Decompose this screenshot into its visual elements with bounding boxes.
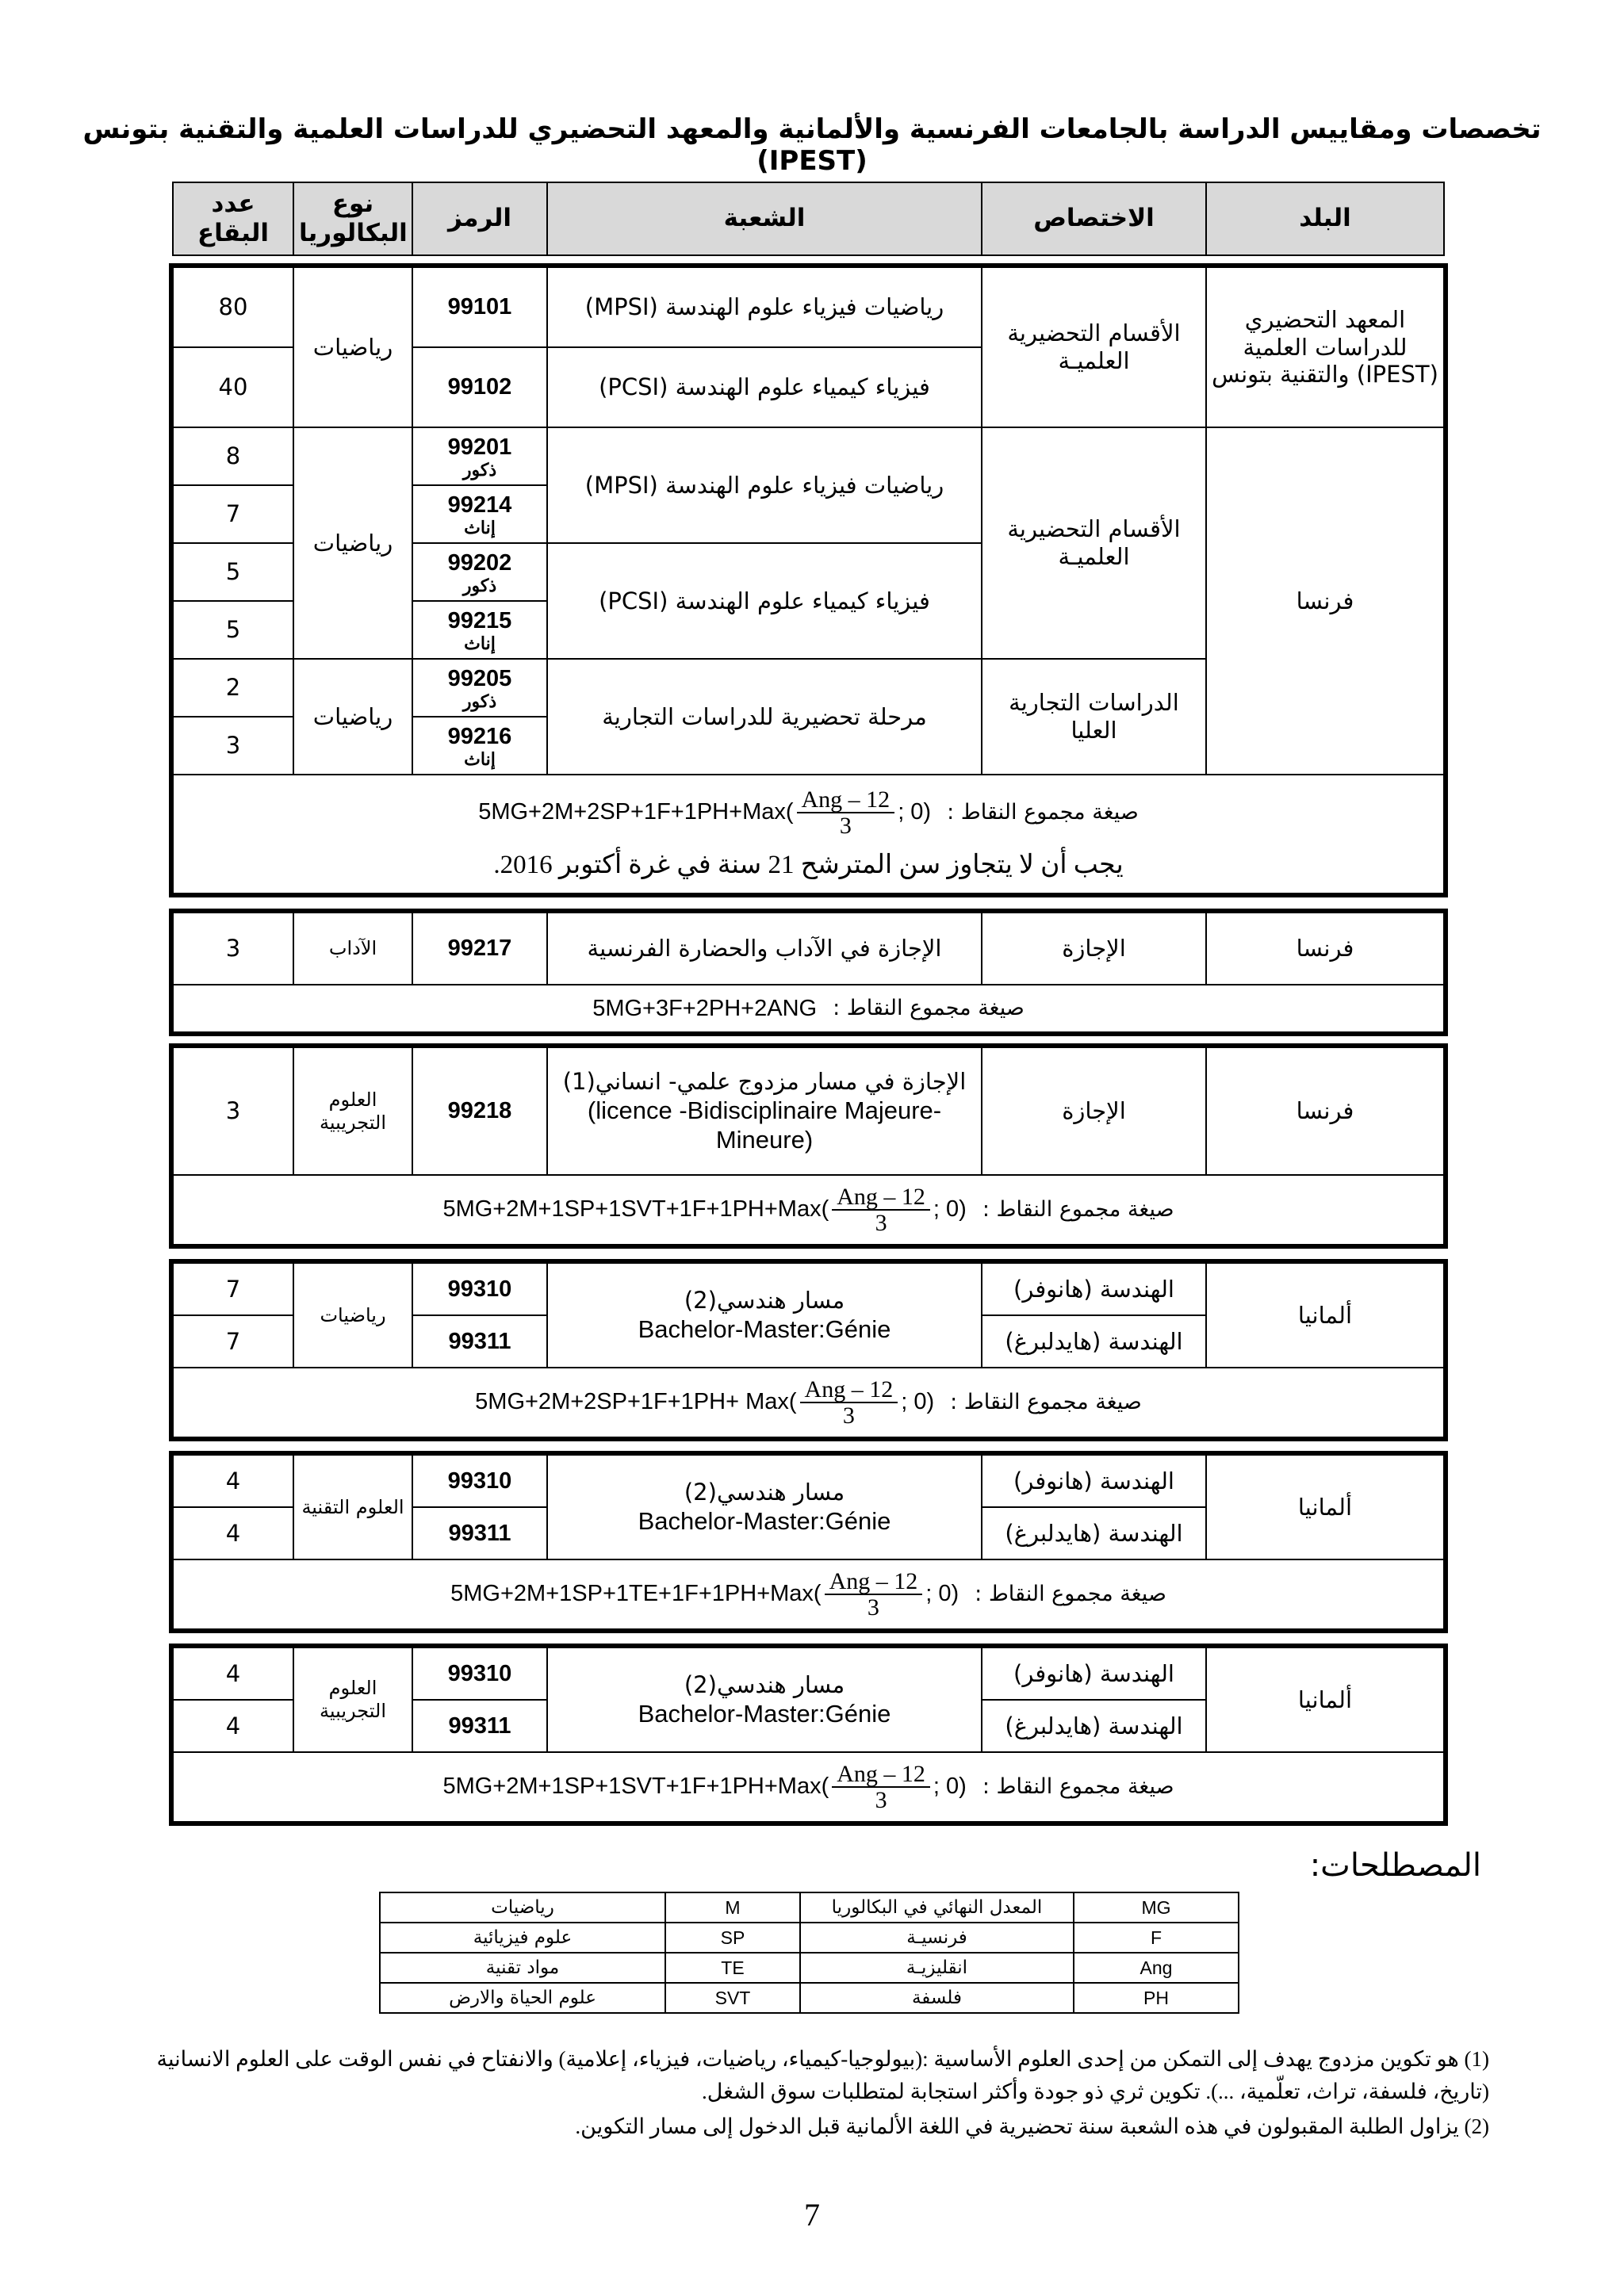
gender-label: ذكور [462, 691, 497, 711]
bac-cell: رياضيات [293, 267, 412, 427]
glossary-row [380, 1923, 1239, 1953]
formula-label: صيغة مجموع النقاط : [975, 1581, 1166, 1606]
formula-cell [173, 1175, 1444, 1245]
seats-cell: 3 [173, 913, 293, 985]
header-country: البلد [1206, 182, 1444, 255]
glossary-meaning: فلسفة [800, 1983, 1074, 2013]
formula-expression: 5MG+2M+2SP+1F+1PH+Max( $\frac{\text{Ang – 12}}{3}$ ; 0) [478, 786, 932, 840]
specialty-cell: الأقسام التحضيرية العلميـة [982, 267, 1206, 427]
glossary-abbr: MG [1074, 1892, 1239, 1923]
branch-arabic: مسار هندسي(2) [684, 1479, 845, 1506]
score-formula [178, 1377, 1438, 1429]
branch-arabic: مسار هندسي(2) [684, 1671, 845, 1698]
footnotes [111, 2043, 1489, 2146]
glossary-meaning: فرنسيـة [800, 1923, 1074, 1953]
table-block-germany-math [172, 1262, 1445, 1438]
code-value: 99202 [447, 550, 512, 576]
country-cell: ألمانيا [1206, 1455, 1444, 1559]
seats-cell: 8 [173, 427, 293, 485]
specialty-cell: الهندسة (هايدلبرغ) [982, 1507, 1206, 1559]
table-row [173, 1455, 1444, 1507]
code-cell: 99217 [412, 913, 547, 985]
code-cell: 99311 [412, 1700, 547, 1752]
glossary-meaning: مواد تقنية [380, 1953, 665, 1983]
glossary-abbr: Ang [1074, 1953, 1239, 1983]
formula-row [173, 1368, 1444, 1437]
glossary-meaning: المعدل النهائي في البكالوريا [800, 1892, 1074, 1923]
header-seats: عدد البقاع [173, 182, 293, 255]
table-header [172, 182, 1445, 256]
seats-cell: 2 [173, 659, 293, 717]
country-cell: فرنسا [1206, 913, 1444, 985]
glossary-abbr: SVT [665, 1983, 800, 2013]
branch-cell [547, 1455, 982, 1559]
footnote-1: (1) هو تكوين مزدوج يهدف إلى التمكن من إحدى العلوم الأساسية :(بيولوجيا-كيمياء، رياضيات، فيزياء، إعلامية) والانفتاح في نفس الوقت على العلوم الانسانية (تاريخ، فلسفة، تراث، تعلّمية، ...). تكوين ثري ذو جودة وأكثر استجابة لمتطلبات سوق الشغل. [156, 2047, 1489, 2103]
bac-cell: الآداب [293, 913, 412, 985]
specialty-cell: الهندسة (هايدلبرغ) [982, 1315, 1206, 1368]
formula-row [173, 1752, 1444, 1822]
code-value: 99205 [447, 666, 512, 692]
code-value: 99216 [447, 724, 512, 750]
gender-label: ذكور [462, 575, 497, 595]
branch-french: Bachelor-Master:Génie [638, 1506, 891, 1535]
formula-expression: 5MG+2M+1SP+1SVT+1F+1PH+Max( $\frac{\text{Ang – 12}}{3}$ ; 0) [442, 1183, 967, 1236]
seats-cell: 80 [173, 267, 293, 347]
code-cell [412, 659, 547, 717]
branch-arabic: الإجازة في مسار مزدوج علمي- انساني(1) [562, 1067, 967, 1095]
table-row [173, 1047, 1444, 1175]
seats-cell: 40 [173, 347, 293, 427]
code-cell: 99218 [412, 1047, 547, 1175]
glossary-meaning: انقليزيـة [800, 1953, 1074, 1983]
branch-cell [547, 1047, 982, 1175]
formula-label: صيغة مجموع النقاط : [982, 1774, 1174, 1799]
seats-cell: 7 [173, 1315, 293, 1368]
glossary-meaning: علوم فيزيائية [380, 1923, 665, 1953]
branch-cell [547, 1263, 982, 1368]
formula-row [173, 1559, 1444, 1629]
code-cell: 99310 [412, 1647, 547, 1700]
table-row [173, 913, 1444, 985]
fraction: $\frac{\text{Ang – 12}}{3}$ [825, 1569, 923, 1621]
glossary-row [380, 1892, 1239, 1923]
glossary-table [379, 1892, 1239, 2014]
glossary-abbr: PH [1074, 1983, 1239, 2013]
score-formula [178, 995, 1438, 1023]
code-cell: 99310 [412, 1263, 547, 1315]
country-cell: ألمانيا [1206, 1263, 1444, 1368]
table-block-france-bidisciplinary [172, 1047, 1445, 1246]
fraction: $\frac{\text{Ang – 12}}{3}$ [800, 1377, 898, 1429]
specialty-cell: الإجازة [982, 1047, 1206, 1175]
seats-cell: 4 [173, 1455, 293, 1507]
formula-expression: 5MG+2M+2SP+1F+1PH+ Max( $\frac{\text{Ang – 12}}{3}$ ; 0) [475, 1376, 935, 1429]
country-cell: فرنسا [1206, 427, 1444, 775]
specialty-cell: الهندسة (هانوفر) [982, 1647, 1206, 1700]
bac-cell: العلوم التقنية [293, 1455, 412, 1559]
code-cell [412, 543, 547, 601]
code-cell: 99311 [412, 1507, 547, 1559]
glossary-abbr: SP [665, 1923, 800, 1953]
country-cell: المعهد التحضيري للدراسات العلمية والتقنية بتونس (IPEST) [1206, 267, 1444, 427]
page-title: تخصصات ومقاييس الدراسة بالجامعات الفرنسية والألمانية والمعهد التحضيري للدراسات العلمية والتقنية بتونس (IPEST) [82, 113, 1542, 177]
table-block-ipest-france [172, 266, 1445, 894]
branch-cell: رياضيات فيزياء علوم الهندسة (MPSI) [547, 267, 982, 347]
formula-expression: 5MG+3F+2PH+2ANG [592, 995, 818, 1021]
branch-french: Bachelor-Master:Génie [638, 1314, 891, 1343]
code-cell: 99102 [412, 347, 547, 427]
gender-label: إناث [464, 517, 496, 538]
score-formula [178, 1762, 1438, 1813]
branch-cell: فيزياء كيمياء علوم الهندسة (PCSI) [547, 543, 982, 659]
country-cell: فرنسا [1206, 1047, 1444, 1175]
table-row [173, 267, 1444, 347]
glossary-abbr: M [665, 1892, 800, 1923]
glossary-row [380, 1983, 1239, 2013]
formula-cell [173, 1559, 1444, 1629]
code-cell [412, 601, 547, 659]
specialty-cell: الهندسة (هايدلبرغ) [982, 1700, 1206, 1752]
specialty-cell: الهندسة (هانوفر) [982, 1263, 1206, 1315]
fraction: $\frac{\text{Ang – 12}}{3}$ [832, 1184, 930, 1236]
specialty-cell: الإجازة [982, 913, 1206, 985]
table-row [173, 427, 1444, 485]
seats-cell: 5 [173, 601, 293, 659]
seats-cell: 4 [173, 1647, 293, 1700]
formula-cell [173, 1752, 1444, 1822]
score-formula [178, 1184, 1438, 1236]
header-branch: الشعبة [547, 182, 982, 255]
table-block-germany-experimental [172, 1647, 1445, 1823]
gender-label: إناث [464, 748, 496, 769]
seats-cell: 3 [173, 717, 293, 775]
glossary-abbr: F [1074, 1923, 1239, 1953]
bac-cell: رياضيات [293, 659, 412, 775]
glossary-row [380, 1953, 1239, 1983]
formula-label: صيغة مجموع النقاط : [947, 800, 1139, 825]
header-code: الرمز [412, 182, 547, 255]
page-number: 7 [804, 2197, 820, 2233]
country-cell: ألمانيا [1206, 1647, 1444, 1752]
table-row [173, 1263, 1444, 1315]
seats-cell: 7 [173, 485, 293, 543]
header-specialty: الاختصاص [982, 182, 1206, 255]
age-note: يجب أن لا يتجاوز سن المترشح 21 سنة في غرة أكتوبر 2016. [493, 850, 1124, 879]
bac-cell: رياضيات [293, 427, 412, 659]
code-cell: 99310 [412, 1455, 547, 1507]
score-formula [178, 1569, 1438, 1621]
seats-cell: 7 [173, 1263, 293, 1315]
branch-cell [547, 1647, 982, 1752]
code-cell [412, 427, 547, 485]
seats-cell: 5 [173, 543, 293, 601]
formula-expression: 5MG+2M+1SP+1TE+1F+1PH+Max( $\frac{\text{Ang – 12}}{3}$ ; 0) [450, 1567, 959, 1621]
glossary-meaning: علوم الحياة والارض [380, 1983, 665, 2013]
code-value: 99214 [447, 492, 512, 519]
formula-cell [173, 775, 1444, 894]
specialty-cell: الدراسات التجارية العليا [982, 659, 1206, 775]
formula-label: صيغة مجموع النقاط : [833, 995, 1025, 1020]
specialty-cell: الأقسام التحضيرية العلميـة [982, 427, 1206, 659]
table-block-france-letters [172, 912, 1445, 1033]
specialty-cell: الهندسة (هانوفر) [982, 1455, 1206, 1507]
bac-cell: العلوم التجريبية [293, 1047, 412, 1175]
formula-row [173, 775, 1444, 894]
code-value: 99201 [447, 434, 512, 461]
branch-arabic: مسار هندسي(2) [684, 1287, 845, 1314]
branch-french: (licence -Bidisciplinaire Majeure-Mineure) [587, 1096, 942, 1154]
code-cell: 99311 [412, 1315, 547, 1368]
formula-row [173, 1175, 1444, 1245]
code-cell [412, 717, 547, 775]
fraction: $\frac{\text{Ang – 12}}{3}$ [797, 787, 895, 839]
gender-label: إناث [464, 633, 496, 653]
seats-cell: 3 [173, 1047, 293, 1175]
formula-expression: 5MG+2M+1SP+1SVT+1F+1PH+Max( $\frac{\text{Ang – 12}}{3}$ ; 0) [442, 1760, 967, 1813]
formula-cell [173, 985, 1444, 1032]
branch-cell: رياضيات فيزياء علوم الهندسة (MPSI) [547, 427, 982, 543]
glossary-meaning: رياضيات [380, 1892, 665, 1923]
code-cell [412, 485, 547, 543]
glossary-title: المصطلحات: [1309, 1847, 1481, 1884]
formula-label: صيغة مجموع النقاط : [982, 1196, 1174, 1222]
formula-cell [173, 1368, 1444, 1437]
seats-cell: 4 [173, 1700, 293, 1752]
code-value: 99215 [447, 608, 512, 634]
branch-cell: فيزياء كيمياء علوم الهندسة (PCSI) [547, 347, 982, 427]
footnote-2: (2) يزاول الطلبة المقبولون في هذه الشعبة سنة تحضيرية في اللغة الألمانية قبل الدخول إلى مسار التكوين. [575, 2114, 1489, 2138]
score-formula [178, 787, 1438, 839]
fraction: $\frac{\text{Ang – 12}}{3}$ [832, 1762, 930, 1813]
table-block-germany-technical [172, 1454, 1445, 1630]
seats-cell: 4 [173, 1507, 293, 1559]
code-cell: 99101 [412, 267, 547, 347]
bac-cell: رياضيات [293, 1263, 412, 1368]
bac-cell: العلوم التجريبية [293, 1647, 412, 1752]
branch-french: Bachelor-Master:Génie [638, 1699, 891, 1728]
branch-cell: الإجازة في الآداب والحضارة الفرنسية [547, 913, 982, 985]
table-row [173, 1647, 1444, 1700]
gender-label: ذكور [462, 459, 497, 480]
glossary-abbr: TE [665, 1953, 800, 1983]
branch-cell: مرحلة تحضيرية للدراسات التجارية [547, 659, 982, 775]
header-bac-type: نوع البكالوريا [293, 182, 412, 255]
formula-label: صيغة مجموع النقاط : [950, 1389, 1142, 1414]
formula-row [173, 985, 1444, 1032]
